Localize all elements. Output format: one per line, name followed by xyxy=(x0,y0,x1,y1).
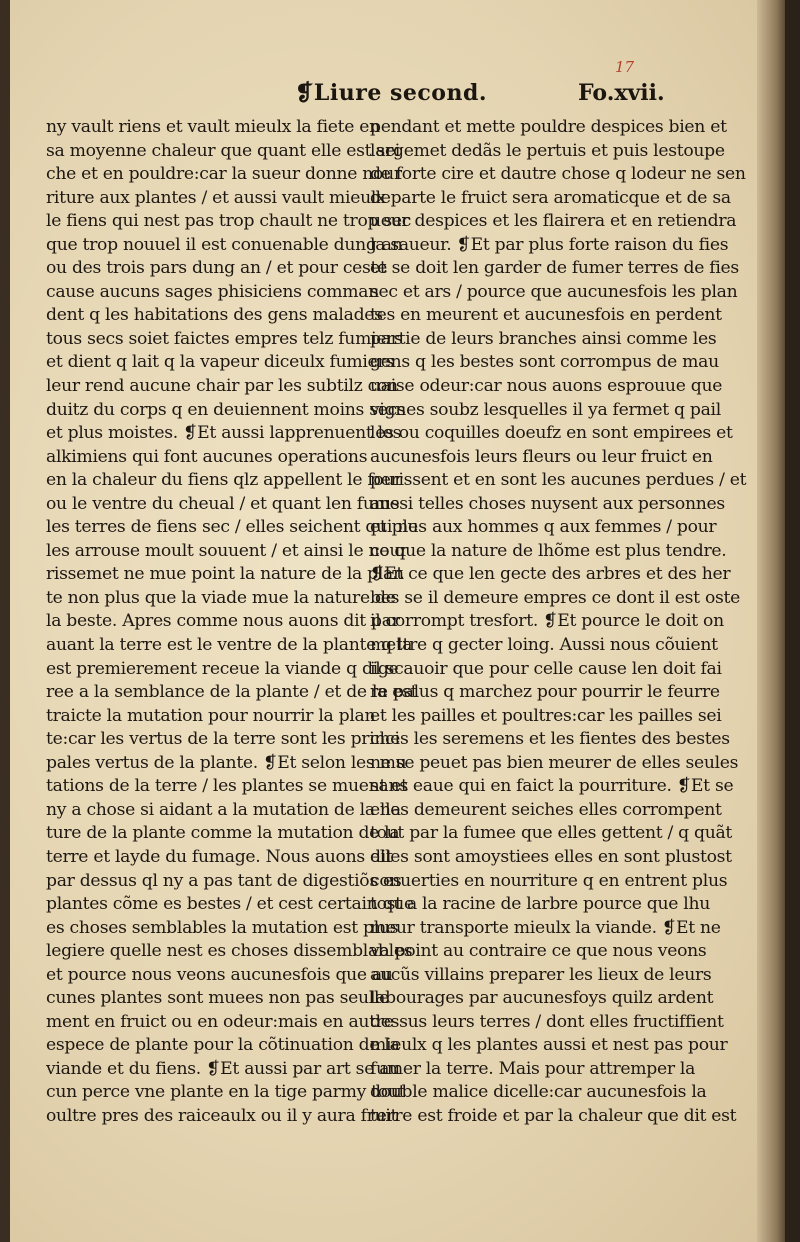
text-line: est premierement receue la viande q dige xyxy=(46,658,399,679)
text-line: te:car les vertus de la terre sont les princi xyxy=(46,729,400,750)
text-line: departe le fruict sera aromaticque et de sa xyxy=(370,187,731,208)
text-line: ueur despices et les flairera et en retiendra xyxy=(370,211,737,232)
text-line: et se doit len garder de fumer terres de fies xyxy=(370,258,739,279)
text-line: ce que la nature de lhõme est plus tendre. xyxy=(370,540,727,561)
text-column-left xyxy=(46,116,418,1129)
text-line: cause aucuns sages phisiciens comman xyxy=(46,281,379,302)
page-header xyxy=(10,78,785,112)
text-line: mieulx q les plantes aussi et nest pas pour xyxy=(370,1035,728,1056)
text-line: oultre pres des raiceaulx ou il y aura fruit xyxy=(46,1105,398,1126)
text-line: aucũs villains preparer les lieux de leurs xyxy=(370,964,712,985)
text-line: vignes soubz lesquelles il ya fermet q pail xyxy=(370,399,721,420)
running-head: ❡Liure second. xyxy=(295,80,487,106)
text-line: es choses semblables la mutation est plus xyxy=(46,917,399,938)
text-column-right xyxy=(370,116,747,1129)
text-line: re palus q marchez pour pourrir le feurre xyxy=(370,682,720,703)
text-line: meur transporte mieulx la viande. ❡Et ne xyxy=(370,917,721,938)
text-line: leur rend aucune chair par les subtilz con xyxy=(46,376,398,397)
text-line: et les pailles et poultres:car les pailles sei xyxy=(370,705,722,726)
text-line: pales vertus de la plante. ❡Et selon les mu xyxy=(46,752,407,773)
text-line: les ou coquilles doeufz en sont empirees et xyxy=(370,423,733,444)
text-line: et plus moistes. ❡Et aussi lapprenuent les xyxy=(46,423,402,444)
text-line: ture de la plante comme la mutation de la xyxy=(46,823,400,844)
text-line: par dessus ql ny a pas tant de digestiõs es xyxy=(46,870,402,891)
text-line: mettre q gecter loing. Aussi nous cõuient xyxy=(370,635,718,656)
text-line: tout par la fumee que elles gettent / q quãt xyxy=(370,823,733,844)
text-line: et pource nous veons aucunesfois que au xyxy=(46,964,393,985)
text-line: auant la terre est le ventre de la plante q la xyxy=(46,635,413,656)
text-line: cunes plantes sont muees non pas seulle xyxy=(46,988,390,1009)
text-line: le fiens qui nest pas trop chault ne trop sec xyxy=(46,211,412,232)
page-gutter xyxy=(757,0,785,1242)
text-line: viande et du fiens. ❡Et aussi par art se au xyxy=(46,1058,400,1079)
text-line: sa moyenne chaleur que quant elle est sei xyxy=(46,140,401,161)
text-line: terre et layde du fumage. Nous auons dit xyxy=(46,846,393,867)
text-line: aussi telles choses nuysent aux personnes xyxy=(370,493,725,514)
text-line: perissent et en sont les aucunes perdues / et xyxy=(370,470,747,491)
text-line: ment en fruict ou en odeur:mais en autre xyxy=(46,1011,394,1032)
text-line: de forte cire et dautre chose q lodeur ne sen xyxy=(370,164,746,185)
text-line: partie de leurs branches ainsi comme les xyxy=(370,328,717,349)
text-line: et plus aux hommes q aux femmes / pour xyxy=(370,517,717,538)
text-line: ny a chose si aidant a la mutation de la na xyxy=(46,799,401,820)
text-line: les arrouse moult souuent / et ainsi le nour xyxy=(46,540,409,561)
text-line: conuerties en nourriture q en entrent plus xyxy=(370,870,728,891)
text-line: uaise odeur:car nous auons esprouue que xyxy=(370,376,723,397)
text-line: ches les seremens et les fientes des bestes xyxy=(370,729,730,750)
text-line: ne se peuet pas bien meurer de elles seules xyxy=(370,752,739,773)
text-line: traicte la mutation pour nourrir la plan xyxy=(46,705,376,726)
book-page xyxy=(10,0,785,1242)
text-line: en la chaleur du fiens qlz appellent le four xyxy=(46,470,403,491)
text-line: bes se il demeure empres ce dont il est oste xyxy=(370,587,740,608)
text-line: ❡Et ce que len gecte des arbres et des her xyxy=(370,564,731,585)
folio-number: Fo.xvii. xyxy=(578,80,665,106)
text-line: tous secs soiet faictes empres telz fumiers xyxy=(46,328,403,349)
text-line: ou des trois pars dung an / et pour ceste xyxy=(46,258,388,279)
text-line: largemet dedãs le pertuis et puis lestoupe xyxy=(370,140,725,161)
text-line: alkimiens qui font aucunes operations xyxy=(46,446,368,467)
text-line: duitz du corps q en deuiennent moins secs xyxy=(46,399,406,420)
text-line: elles demeurent seiches elles corrompent xyxy=(370,799,722,820)
text-line: plantes cõme es bestes / et cest certain que xyxy=(46,894,414,915)
text-line: pendant et mette pouldre despices bien et xyxy=(370,117,727,137)
text-line: elles sont amoystiees elles en sont plustost xyxy=(370,846,732,867)
text-line: terre est froide et par la chaleur que dit est xyxy=(370,1105,737,1126)
handwritten-folio-mark: 17 xyxy=(615,58,635,76)
text-line: ou le ventre du cheual / et quant len fume xyxy=(46,493,400,514)
text-line: ree a la semblance de la plante / et de la est xyxy=(46,682,418,703)
text-line: ny vault riens et vault mieulx la fiete en xyxy=(46,117,380,137)
text-line: sec et ars / pource que aucunesfois les plan xyxy=(370,281,738,302)
text-line: les terres de fiens sec / elles seichent qui ne xyxy=(46,517,418,538)
text-line: aucunesfois leurs fleurs ou leur fruict en xyxy=(370,446,713,467)
text-line: te non plus que la viade mue la nature de xyxy=(46,587,396,608)
text-line: espece de plante pour la cõtinuation de la xyxy=(46,1035,400,1056)
text-line: que trop nouuel il est conuenable dung an xyxy=(46,234,403,255)
text-line: il corrompt tresfort. ❡Et pource le doit on xyxy=(370,611,724,632)
text-line: dessus leurs terres / dont elles fructiffient xyxy=(370,1011,724,1032)
text-line: tes en meurent et aucunesfois en perdent xyxy=(370,305,722,326)
text-line: la saueur. ❡Et par plus forte raison du fies xyxy=(370,234,729,255)
text-line: et dient q lait q la vapeur diceulx fumiers xyxy=(46,352,394,373)
text-line: cun perce vne plante en la tige parmy tout xyxy=(46,1082,406,1103)
text-line: fumer la terre. Mais pour attremper la xyxy=(370,1058,696,1079)
text-line: double malice dicelle:car aucunesfois la xyxy=(370,1082,707,1103)
text-line: legiere quelle nest es choses dissemblables xyxy=(46,941,413,962)
text-line: la beste. Apres comme nous auons dit par xyxy=(46,611,400,632)
text-line: che et en pouldre:car la sueur donne nour xyxy=(46,164,402,185)
text-line: tost a la racine de larbre pource que lhu xyxy=(370,894,711,915)
text-line: rissemet ne mue point la nature de la plan xyxy=(46,564,404,585)
text-line: il scauoir que pour celle cause len doit fai xyxy=(370,658,722,679)
text-line: va point au contraire ce que nous veons xyxy=(370,941,707,962)
text-line: gens q les bestes sont corrompus de mau xyxy=(370,352,719,373)
text-line: dent q les habitations des gens malades xyxy=(46,305,383,326)
text-line: tations de la terre / les plantes se muent et xyxy=(46,776,408,797)
text-line: riture aux plantes / et aussi vault mieulx xyxy=(46,187,386,208)
book-edge xyxy=(0,0,10,1242)
text-line: sans eaue qui en faict la pourriture. ❡Et se xyxy=(370,776,734,797)
text-line: labourages par aucunesfoys quilz ardent xyxy=(370,988,714,1009)
